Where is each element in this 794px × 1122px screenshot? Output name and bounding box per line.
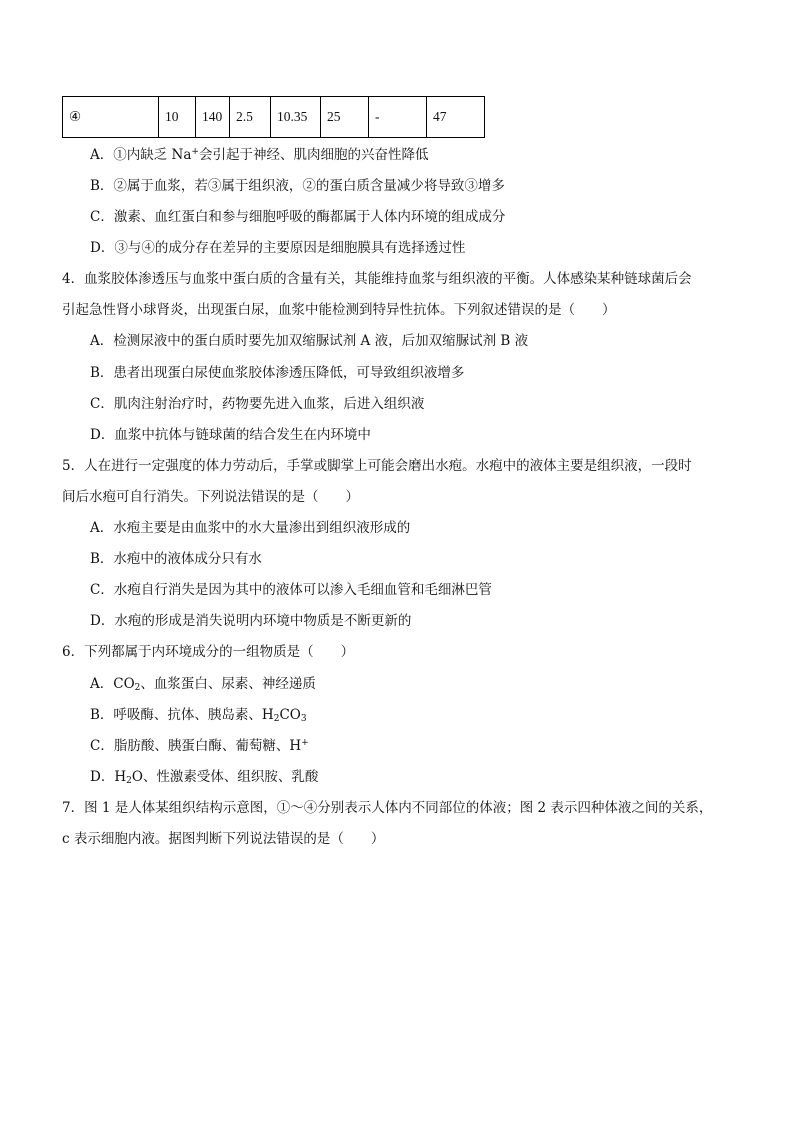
q4-option-a: A．检测尿液中的蛋白质时要先加双缩脲试剂 A 液，后加双缩脲试剂 B 液 bbox=[90, 333, 529, 349]
table-cell: 47 bbox=[427, 97, 485, 138]
q5-stem-line1: 5．人在进行一定强度的体力劳动后，手掌或脚掌上可能会磨出水疱。水疱中的液体主要是组织液，一段时 bbox=[62, 458, 692, 474]
q3-option-a: A．①内缺乏 Na+会引起于神经、肌肉细胞的兴奋性降低 bbox=[90, 147, 429, 163]
q5-option-a: A．水疱主要是由血浆中的水大量渗出到组织液形成的 bbox=[90, 520, 411, 536]
q3-option-c: C．激素、血红蛋白和参与细胞呼吸的酶都属于人体内环境的组成成分 bbox=[90, 209, 506, 225]
q6-option-b: B．呼吸酶、抗体、胰岛素、$H_2CO_3$ bbox=[90, 707, 307, 724]
data-table-fragment bbox=[62, 96, 485, 138]
q4-option-b: B．患者出现蛋白尿使血浆胶体渗透压降低，可导致组织液增多 bbox=[90, 365, 465, 381]
table-cell: 25 bbox=[321, 97, 369, 138]
q3-option-b: B．②属于血浆，若③属于组织液，②的蛋白质含量减少将导致③增多 bbox=[90, 178, 505, 194]
q7-stem-line1: 7．图 1 是人体某组织结构示意图，①～④分别表示人体内不同部位的体液；图 2 表示四种体液之间的关系， bbox=[62, 800, 713, 816]
table-cell: 10.35 bbox=[271, 97, 321, 138]
q3-option-d: D．③与④的成分存在差异的主要原因是细胞膜具有选择透过性 bbox=[90, 240, 466, 256]
table-cell-label: ④ bbox=[63, 97, 159, 138]
q7-stem-line2: c 表示细胞内液。据图判断下列说法错误的是（ ） bbox=[62, 831, 385, 847]
q6-stem: 6．下列都属于内环境成分的一组物质是（ ） bbox=[62, 644, 355, 660]
table-cell: - bbox=[369, 97, 427, 138]
q4-stem-line2: 引起急性肾小球肾炎，出现蛋白尿，血浆中能检测到特异性抗体。下列叙述错误的是（ ） bbox=[62, 302, 616, 318]
q5-option-d: D．水疱的形成是消失说明内环境中物质是不断更新的 bbox=[90, 613, 412, 629]
table-cell: 10 bbox=[159, 97, 196, 138]
q4-stem-line1: 4．血浆胶体渗透压与血浆中蛋白质的含量有关，其能维持血浆与组织液的平衡。人体感染某种链球菌后会 bbox=[62, 271, 692, 287]
q5-option-c: C．水疱自行消失是因为其中的液体可以渗入毛细血管和毛细淋巴管 bbox=[90, 582, 492, 598]
q5-option-b: B．水疱中的液体成分只有水 bbox=[90, 551, 262, 567]
q6-option-d: D．$H_2O$、性激素受体、组织胺、乳酸 bbox=[90, 769, 319, 786]
table-row bbox=[63, 97, 485, 138]
table-cell: 140 bbox=[196, 97, 230, 138]
q4-option-d: D．血浆中抗体与链球菌的结合发生在内环境中 bbox=[90, 427, 371, 443]
q5-stem-line2: 间后水疱可自行消失。下列说法错误的是（ ） bbox=[62, 489, 359, 505]
q6-option-c: C．脂肪酸、胰蛋白酶、葡萄糖、H+ bbox=[90, 738, 309, 754]
q6-option-a: A．$CO_2$、血浆蛋白、尿素、神经递质 bbox=[90, 676, 316, 693]
q4-option-c: C．肌肉注射治疗时，药物要先进入血浆，后进入组织液 bbox=[90, 396, 425, 412]
table-cell: 2.5 bbox=[230, 97, 271, 138]
